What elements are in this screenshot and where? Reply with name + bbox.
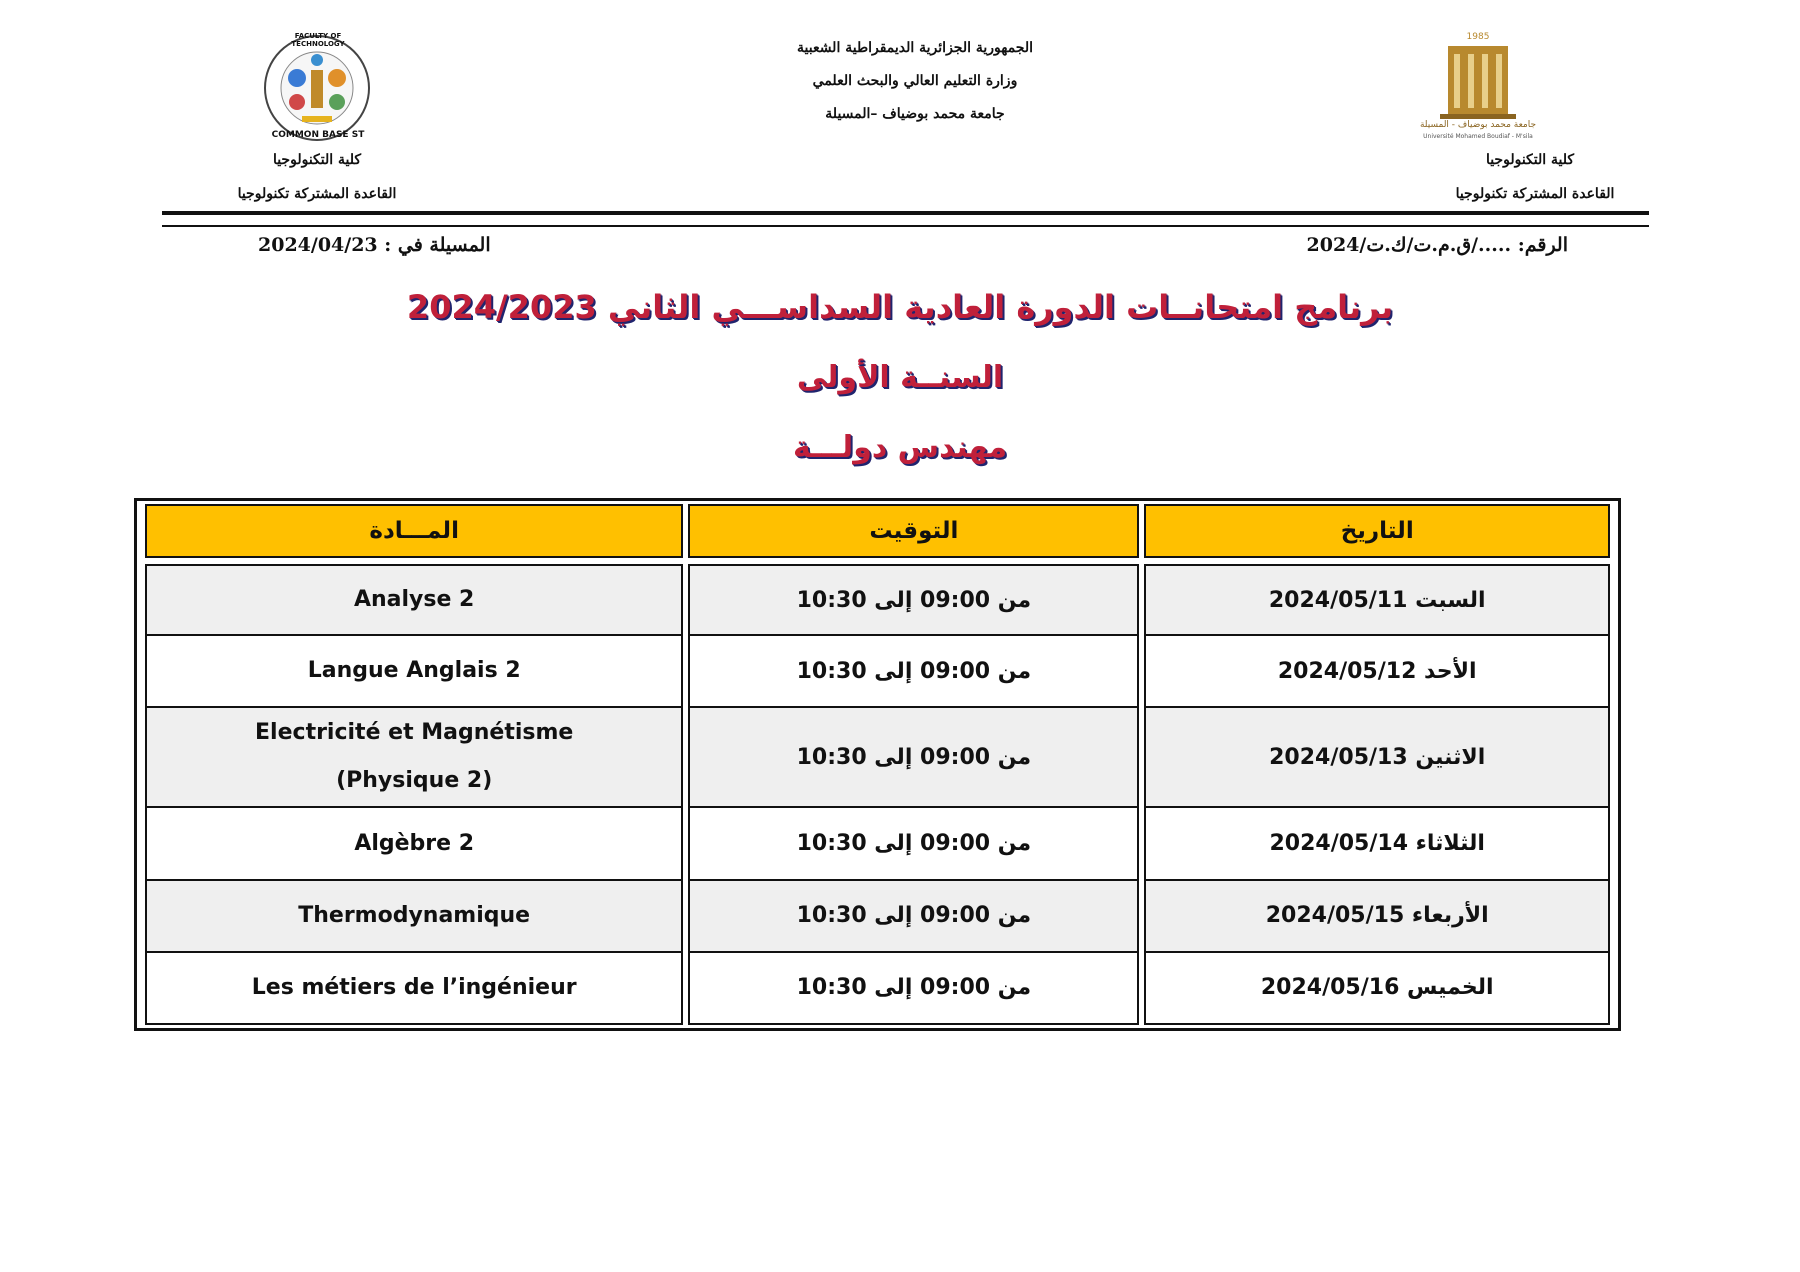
faculty-seal-icon: [252, 32, 382, 144]
subject-text: Langue Anglais 2: [307, 658, 521, 684]
cell-date: الثلاثاء 2024/05/14: [1144, 808, 1610, 880]
header-date: التاريخ: [1144, 504, 1610, 558]
cell-date: الأربعاء 2024/05/15: [1144, 881, 1610, 953]
university-logo-year: 1985: [1466, 32, 1490, 42]
cell-subject: [145, 564, 683, 636]
table-row: [145, 564, 1610, 636]
cell-time: من 09:00 إلى 10:30: [688, 808, 1139, 880]
table-row: [145, 636, 1610, 708]
right-base-line: القاعدة المشتركة تكنولوجيا: [1455, 186, 1615, 202]
left-base-line: القاعدة المشتركة تكنولوجيا: [237, 186, 397, 202]
header-rule-thick: [162, 211, 1649, 215]
cell-date: السبت 2024/05/11: [1144, 564, 1610, 636]
reference-number: الرقم: ...../ق.م.ت/ك.ت/2024: [1306, 234, 1568, 256]
cell-date: الاثنين 2024/05/13: [1144, 708, 1610, 808]
header-subject: المـــادة: [145, 504, 683, 558]
program-title: مهندس دولـــة: [792, 430, 1008, 465]
right-faculty-line: كلية التكنولوجيا: [1485, 152, 1575, 168]
cell-subject: [145, 636, 683, 708]
schedule-title: برنامج امتحانــات الدورة العادية السداســـي الثاني 2024/2023: [406, 288, 1394, 326]
faculty-seal-logo: [252, 32, 382, 144]
university-logo-name-fr: Université Mohamed Boudiaf - M'sila: [1423, 133, 1533, 140]
cell-time: من 09:00 إلى 10:30: [688, 881, 1139, 953]
cell-time: من 09:00 إلى 10:30: [688, 564, 1139, 636]
table-row: [145, 808, 1610, 880]
cell-date: الخميس 2024/05/16: [1144, 953, 1610, 1025]
table-row: [145, 708, 1610, 808]
left-faculty-line: كلية التكنولوجيا: [272, 152, 362, 168]
place-date: المسيلة في : 2024/04/23: [258, 234, 491, 256]
cell-subject: [145, 708, 683, 808]
exam-table: [134, 498, 1621, 1031]
university-line: جامعة محمد بوضياف –المسيلة: [825, 106, 1005, 122]
university-logo: [1390, 32, 1566, 144]
header-time: التوقيت: [688, 504, 1139, 558]
header-rule-thin: [162, 225, 1649, 227]
ministry-line: وزارة التعليم العالي والبحث العلمي: [812, 73, 1018, 89]
subject-text: Electricité et Magnétisme: [255, 720, 574, 746]
cell-time: من 09:00 إلى 10:30: [688, 708, 1139, 808]
table-row: [145, 953, 1610, 1025]
year-title: السنــة الأولى: [796, 360, 1004, 395]
exam-table-grid: [140, 504, 1615, 1025]
cell-subject: [145, 808, 683, 880]
cell-subject: [145, 881, 683, 953]
cell-time: من 09:00 إلى 10:30: [688, 636, 1139, 708]
subject-text: Thermodynamique: [298, 902, 531, 928]
subject-subtext: (Physique 2): [336, 768, 493, 794]
table-row: [145, 881, 1610, 953]
cell-time: من 09:00 إلى 10:30: [688, 953, 1139, 1025]
subject-text: Algèbre 2: [354, 830, 475, 856]
cell-date: الأحد 2024/05/12: [1144, 636, 1610, 708]
subject-text: Les métiers de l’ingénieur: [251, 974, 577, 1000]
seal-arc-bottom: COMMON BASE ST: [271, 130, 365, 140]
republic-line: الجمهورية الجزائرية الديمقراطية الشعبية: [796, 40, 1033, 56]
cell-subject: [145, 953, 683, 1025]
table-header-row: [145, 504, 1610, 558]
university-logo-name-ar: جامعة محمد بوضياف - المسيلة: [1419, 120, 1537, 130]
subject-text: Analyse 2: [353, 587, 475, 613]
seal-arc-top: FACULTY OF TECHNOLOGY: [291, 32, 345, 48]
